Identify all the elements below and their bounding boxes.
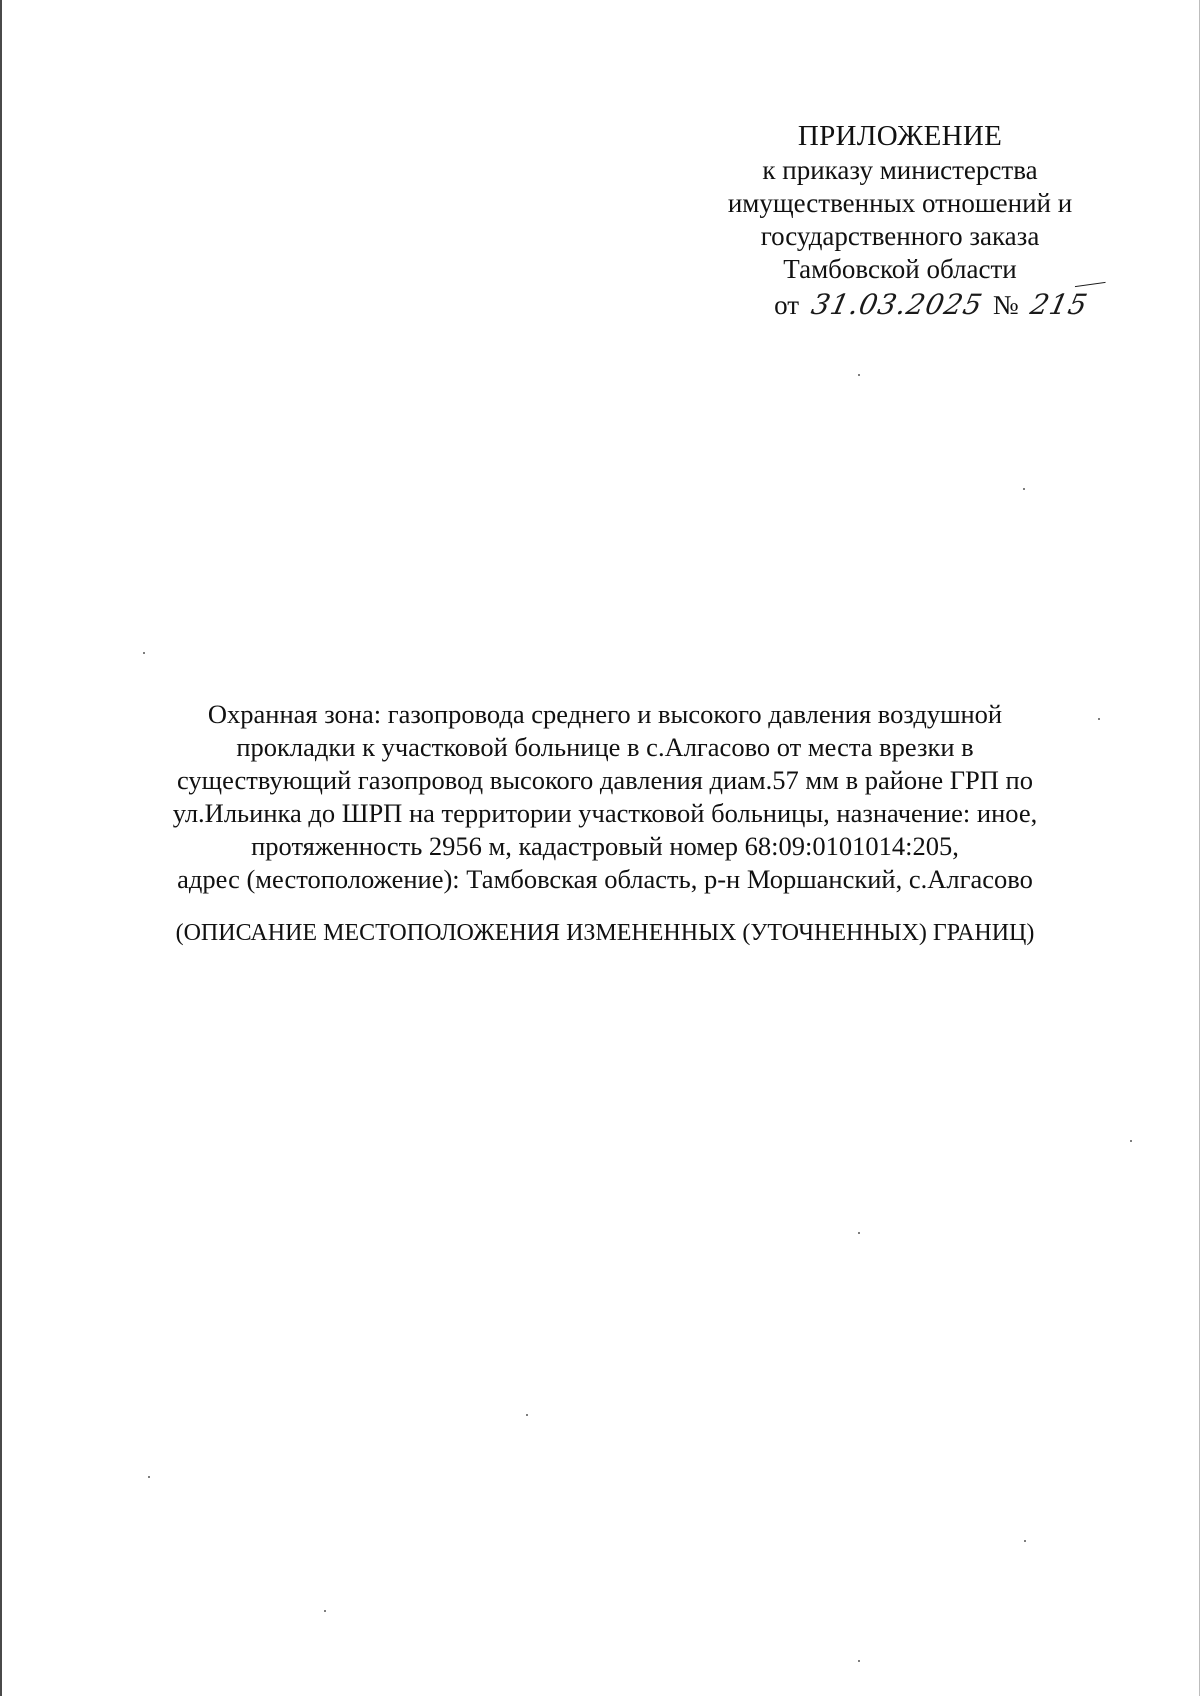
scan-speck xyxy=(526,1414,528,1416)
appendix-line-2: имущественных отношений и xyxy=(727,188,1073,218)
scan-speck xyxy=(324,1610,326,1612)
scan-speck xyxy=(148,1476,150,1478)
appendix-title: ПРИЛОЖЕНИЕ xyxy=(797,120,1003,152)
scan-speck xyxy=(858,374,860,376)
boundaries-subheading: (ОПИСАНИЕ МЕСТОПОЛОЖЕНИЯ ИЗМЕНЕННЫХ (УТОЧНЕННЫХ) ГРАНИЦ) xyxy=(175,920,1035,946)
handwritten-order-number: 215 xyxy=(1027,288,1092,321)
scan-speck xyxy=(1024,1540,1026,1542)
appendix-line-3: государственного заказа xyxy=(760,221,1040,251)
description-line-6: адрес (местоположение): Тамбовская область, р-н Моршанский, с.Алгасово xyxy=(177,864,1033,894)
scan-left-edge xyxy=(0,0,2,1696)
appendix-header xyxy=(700,118,1100,322)
description-line-2: прокладки к участковой больнице в с.Алгасово от места врезки в xyxy=(236,732,974,762)
zone-description xyxy=(150,698,1060,896)
scan-speck xyxy=(1098,718,1100,720)
description-line-3: существующий газопровод высокого давления диам.57 мм в районе ГРП по xyxy=(177,765,1033,795)
description-line-4: ул.Ильинка до ШРП на территории участковой больницы, назначение: иное, xyxy=(172,798,1038,828)
scan-speck xyxy=(858,1660,860,1662)
scan-speck xyxy=(143,652,145,654)
date-prefix: от xyxy=(774,290,800,320)
appendix-line-1: к приказу министерства xyxy=(762,155,1038,185)
scan-speck xyxy=(1130,1140,1132,1142)
description-line-1: Охранная зона: газопровода среднего и высокого давления воздушной xyxy=(207,699,1003,729)
handwritten-date: 31.03.2025 xyxy=(808,288,986,321)
scan-speck xyxy=(1023,488,1025,490)
description-line-5: протяженность 2956 м, кадастровый номер 68:09:0101014:205, xyxy=(251,831,959,861)
scan-speck xyxy=(858,1232,860,1234)
order-date-line xyxy=(712,288,1092,322)
appendix-line-4: Тамбовской области xyxy=(783,254,1017,284)
number-sign: № xyxy=(992,290,1019,320)
